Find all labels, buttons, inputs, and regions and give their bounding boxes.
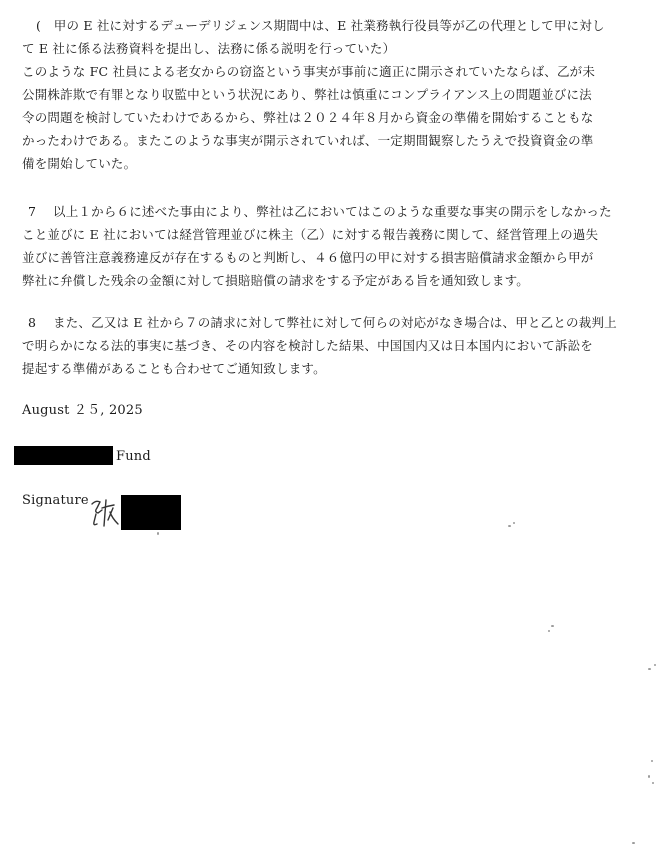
scan-speck xyxy=(513,522,515,524)
p7-line-4: 弊社に弁償した残余の金額に対して損賠賠償の請求をする予定がある旨を通知致します。 xyxy=(22,273,530,288)
signature-label: Signature xyxy=(22,493,89,508)
p1-line-6: かったわけである。またこのような事実が開示されていれば、一定期間観察したうえで投資資金の準 xyxy=(22,133,594,148)
scan-speck xyxy=(648,775,650,778)
p8-line-1: 8 また、乙又は E 社から７の請求に対して弊社に対して何らの対応がなき場合は、甲と乙との裁判上 xyxy=(28,315,617,330)
p1-line-2: て E 社に係る法務資料を提出し、法務に係る説明を行っていた） xyxy=(22,41,396,56)
p1-line-3: このような FC 社員による老女からの窃盗という事実が事前に適正に開示されていたならば、乙が未 xyxy=(22,64,596,79)
p8-line-2: で明らかになる法的事実に基づき、その内容を検討した結果、中国国内又は日本国内において訴訟を xyxy=(22,338,594,353)
scan-speck xyxy=(648,668,651,670)
redacted-signature xyxy=(121,495,181,530)
scan-speck xyxy=(652,782,654,784)
p1-line-1: ( 甲の E 社に対するデューデリジェンス期間中は、E 社業務執行役員等が乙の代理として甲に対し xyxy=(36,18,605,33)
p1-line-4: 公開株詐欺で有罪となり収監中という状況にあり、弊社は慎重にコンプライアンス上の問題並びに法 xyxy=(22,87,592,102)
scan-speck xyxy=(632,842,635,844)
fund-label: Fund xyxy=(116,449,151,464)
scan-speck xyxy=(508,525,511,527)
scan-speck xyxy=(551,625,554,627)
scan-speck xyxy=(654,664,656,666)
p8-line-3: 提起する準備があることも合わせてご通知致します。 xyxy=(22,361,326,376)
p1-line-7: 備を開始していた。 xyxy=(22,156,137,171)
p7-line-3: 並びに善管注意義務違反が存在するものと判断し、４６億円の甲に対する損害賠償請求金額から甲が xyxy=(22,250,594,265)
scan-speck xyxy=(651,760,653,762)
p1-line-5: 令の問題を検討していたわけであるから、弊社は２０２４年８月から資金の準備を開始することもな xyxy=(22,110,594,125)
letter-date: August ２５, 2025 xyxy=(22,403,143,418)
redacted-fund-name xyxy=(14,446,113,465)
p7-line-2: こと並びに E 社においては経営管理並びに株主（乙）に対する報告義務に関して、経営管理上の過失 xyxy=(22,227,599,242)
scan-speck xyxy=(548,630,550,632)
signature-tail-mark xyxy=(157,532,159,535)
p7-line-1: 7 以上１から６に述べた事由により、弊社は乙においてはこのような重要な事実の開示をしなかった xyxy=(28,204,612,219)
